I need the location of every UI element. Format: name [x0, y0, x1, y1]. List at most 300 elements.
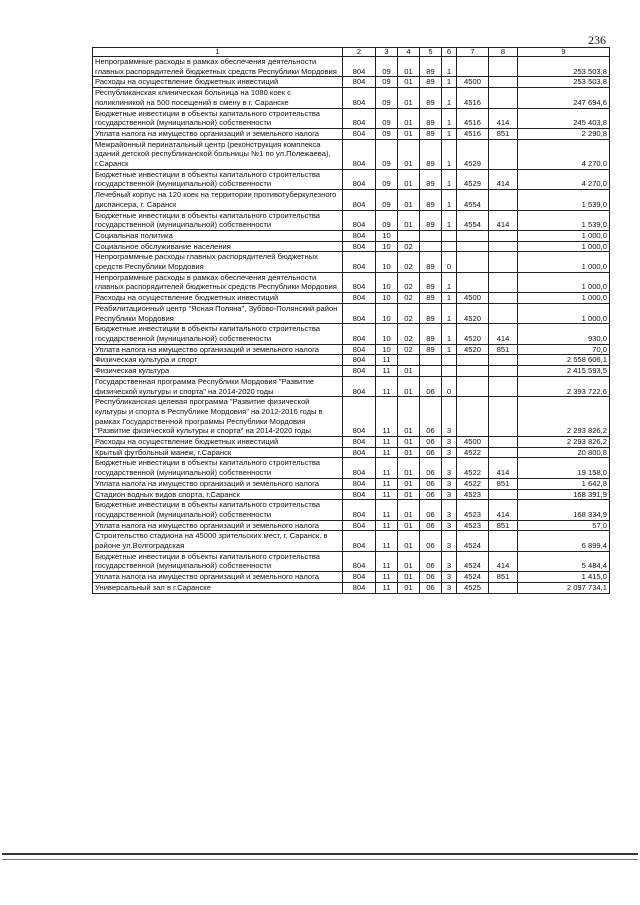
code-subprogram: 3	[442, 531, 457, 551]
code-section: 10	[376, 344, 398, 355]
code-subsection: 02	[398, 293, 420, 304]
table-row	[93, 57, 610, 77]
table-row	[93, 520, 610, 531]
code-expense-type: 414	[489, 458, 518, 478]
code-program: 89	[420, 210, 442, 230]
code-expense-type: 414	[489, 500, 518, 520]
code-target	[457, 57, 489, 77]
code-subprogram: 1	[442, 344, 457, 355]
code-subprogram: 1	[442, 169, 457, 189]
code-subprogram: 1	[442, 303, 457, 323]
code-target	[457, 272, 489, 292]
item-name: Республиканская клиническая больница на 1080 коек с поликлиникой на 500 посещений в смену в г. Саранске	[93, 88, 343, 108]
code-subprogram: 3	[442, 458, 457, 478]
code-grbs: 804	[343, 324, 376, 344]
code-program: 89	[420, 190, 442, 210]
amount: 5 484,4	[518, 551, 610, 571]
amount: 1 539,0	[518, 190, 610, 210]
code-grbs: 804	[343, 108, 376, 128]
table-row	[93, 366, 610, 377]
code-grbs: 804	[343, 520, 376, 531]
code-target	[457, 241, 489, 252]
code-program: 06	[420, 582, 442, 593]
amount: 168 391,9	[518, 489, 610, 500]
code-program	[420, 241, 442, 252]
item-name: Непрограммные расходы в рамках обеспечения деятельности главных распорядителей бюджетных средств Республики Мордовия	[93, 57, 343, 77]
table-row	[93, 582, 610, 593]
code-subprogram: 3	[442, 437, 457, 448]
code-grbs: 804	[343, 139, 376, 169]
code-subprogram: 1	[442, 139, 457, 169]
code-section: 10	[376, 252, 398, 272]
code-section: 11	[376, 376, 398, 396]
code-subprogram	[442, 355, 457, 366]
code-grbs: 804	[343, 397, 376, 437]
code-program: 06	[420, 437, 442, 448]
code-subsection: 02	[398, 303, 420, 323]
amount: 253 503,8	[518, 77, 610, 88]
code-subprogram: 1	[442, 108, 457, 128]
code-grbs: 804	[343, 303, 376, 323]
code-expense-type	[489, 252, 518, 272]
code-expense-type	[489, 241, 518, 252]
code-expense-type	[489, 293, 518, 304]
code-grbs: 804	[343, 478, 376, 489]
item-name: Расходы на осуществление бюджетных инвестиций	[93, 437, 343, 448]
code-subprogram: 1	[442, 190, 457, 210]
code-expense-type	[489, 57, 518, 77]
code-section: 09	[376, 57, 398, 77]
code-subsection: 02	[398, 272, 420, 292]
item-name: Универсальный зал в г.Саранске	[93, 582, 343, 593]
code-subsection: 01	[398, 458, 420, 478]
table-row	[93, 551, 610, 571]
code-target: 4523	[457, 520, 489, 531]
table-row	[93, 293, 610, 304]
column-header: 5	[420, 48, 442, 57]
code-subsection: 01	[398, 437, 420, 448]
amount: 1 000,0	[518, 272, 610, 292]
amount: 6 899,4	[518, 531, 610, 551]
code-grbs: 804	[343, 344, 376, 355]
code-target: 4522	[457, 458, 489, 478]
code-target: 4524	[457, 551, 489, 571]
code-program	[420, 355, 442, 366]
code-target	[457, 376, 489, 396]
code-subprogram: 3	[442, 551, 457, 571]
item-name: Крытый футбольный манеж, г.Саранск	[93, 447, 343, 458]
code-subsection: 01	[398, 447, 420, 458]
table-row	[93, 397, 610, 437]
code-subsection: 01	[398, 489, 420, 500]
code-subsection: 02	[398, 344, 420, 355]
code-program: 89	[420, 324, 442, 344]
code-subprogram	[442, 241, 457, 252]
amount: 1 000,0	[518, 293, 610, 304]
code-target	[457, 230, 489, 241]
code-program: 06	[420, 376, 442, 396]
code-section: 11	[376, 397, 398, 437]
code-expense-type	[489, 437, 518, 448]
item-name: Реабилитационный центр "Ясная Поляна", Зубово-Полянский район Республики Мордовия	[93, 303, 343, 323]
item-name: Бюджетные инвестиции в объекты капитального строительства государственной (муниципальной) собственности	[93, 169, 343, 189]
code-section: 11	[376, 478, 398, 489]
table-row	[93, 241, 610, 252]
amount: 1 539,0	[518, 210, 610, 230]
table-row	[93, 252, 610, 272]
code-program: 89	[420, 88, 442, 108]
code-program: 06	[420, 520, 442, 531]
item-name: Уплата налога на имущество организаций и земельного налога	[93, 344, 343, 355]
table-row	[93, 272, 610, 292]
code-section: 10	[376, 303, 398, 323]
code-subsection: 01	[398, 169, 420, 189]
bottom-rule-thin	[2, 859, 638, 860]
code-grbs: 804	[343, 376, 376, 396]
code-grbs: 804	[343, 241, 376, 252]
code-grbs: 804	[343, 437, 376, 448]
amount: 19 158,0	[518, 458, 610, 478]
code-section: 10	[376, 324, 398, 344]
amount: 2 097 734,1	[518, 582, 610, 593]
code-expense-type	[489, 582, 518, 593]
table-row	[93, 169, 610, 189]
table-row	[93, 77, 610, 88]
amount: 2 293 826,2	[518, 397, 610, 437]
item-name: Расходы на осуществление бюджетных инвестиций	[93, 77, 343, 88]
code-target: 4523	[457, 489, 489, 500]
code-expense-type	[489, 272, 518, 292]
page-number: 236	[588, 33, 606, 47]
code-section: 11	[376, 500, 398, 520]
code-target: 4500	[457, 437, 489, 448]
item-name: Бюджетные инвестиции в объекты капитального строительства государственной (муниципальной) собственности	[93, 324, 343, 344]
amount: 57,0	[518, 520, 610, 531]
budget-table	[92, 47, 610, 594]
code-program: 06	[420, 572, 442, 583]
code-subsection: 01	[398, 520, 420, 531]
code-grbs: 804	[343, 366, 376, 377]
table-row	[93, 531, 610, 551]
code-grbs: 804	[343, 293, 376, 304]
code-section: 11	[376, 582, 398, 593]
code-program: 89	[420, 252, 442, 272]
amount: 2 293 826,2	[518, 437, 610, 448]
code-expense-type: 414	[489, 210, 518, 230]
code-section: 11	[376, 355, 398, 366]
code-grbs: 804	[343, 582, 376, 593]
code-subsection: 01	[398, 57, 420, 77]
code-expense-type	[489, 531, 518, 551]
table-row	[93, 500, 610, 520]
code-target: 4520	[457, 303, 489, 323]
code-subprogram	[442, 366, 457, 377]
code-section: 11	[376, 551, 398, 571]
code-section: 10	[376, 272, 398, 292]
code-expense-type: 851	[489, 478, 518, 489]
code-expense-type	[489, 355, 518, 366]
code-program: 89	[420, 344, 442, 355]
amount: 2 558 606,1	[518, 355, 610, 366]
code-program: 06	[420, 397, 442, 437]
table-row	[93, 572, 610, 583]
code-subprogram: 1	[442, 88, 457, 108]
code-section: 11	[376, 572, 398, 583]
code-subsection: 02	[398, 252, 420, 272]
code-section: 11	[376, 458, 398, 478]
table-row	[93, 355, 610, 366]
code-subsection: 01	[398, 397, 420, 437]
code-target: 4529	[457, 139, 489, 169]
code-expense-type: 851	[489, 572, 518, 583]
code-grbs: 804	[343, 252, 376, 272]
code-target: 4523	[457, 500, 489, 520]
code-subprogram: 1	[442, 210, 457, 230]
column-header: 8	[489, 48, 518, 57]
code-program: 06	[420, 551, 442, 571]
code-section: 09	[376, 88, 398, 108]
table-row	[93, 230, 610, 241]
code-program	[420, 230, 442, 241]
code-program: 06	[420, 500, 442, 520]
amount: 4 270,0	[518, 169, 610, 189]
item-name: Бюджетные инвестиции в объекты капитального строительства государственной (муниципальной) собственности	[93, 210, 343, 230]
code-grbs: 804	[343, 489, 376, 500]
code-section: 09	[376, 77, 398, 88]
code-target	[457, 252, 489, 272]
table-row	[93, 303, 610, 323]
code-target: 4500	[457, 293, 489, 304]
code-target	[457, 397, 489, 437]
item-name: Уплата налога на имущество организаций и земельного налога	[93, 572, 343, 583]
code-expense-type: 414	[489, 108, 518, 128]
table-row	[93, 128, 610, 139]
code-section: 11	[376, 447, 398, 458]
code-program: 89	[420, 272, 442, 292]
amount: 1 000,0	[518, 252, 610, 272]
table-row	[93, 88, 610, 108]
amount: 1 000,0	[518, 303, 610, 323]
code-subprogram: 1	[442, 272, 457, 292]
code-subprogram: 3	[442, 520, 457, 531]
code-subsection: 01	[398, 366, 420, 377]
table-row	[93, 437, 610, 448]
item-name: Социальная политика	[93, 230, 343, 241]
header-row	[93, 48, 610, 57]
item-name: Бюджетные инвестиции в объекты капитального строительства государственной (муниципальной) собственности	[93, 500, 343, 520]
code-section: 10	[376, 230, 398, 241]
table-row	[93, 108, 610, 128]
column-header: 2	[343, 48, 376, 57]
code-grbs: 804	[343, 272, 376, 292]
code-subsection: 01	[398, 128, 420, 139]
code-target: 4516	[457, 128, 489, 139]
code-subsection: 02	[398, 324, 420, 344]
table-row	[93, 210, 610, 230]
code-expense-type	[489, 88, 518, 108]
code-target: 4520	[457, 324, 489, 344]
amount: 2 290,8	[518, 128, 610, 139]
code-expense-type	[489, 303, 518, 323]
code-subprogram: 3	[442, 582, 457, 593]
code-target: 4522	[457, 447, 489, 458]
table-row	[93, 447, 610, 458]
item-name: Республиканская целевая программа "Развитие физической культуры и спорта в Республике Мордовия" на 2012-2016 годы в рамках Государственной программы Республики Мордовия "Развитие физической культуры и спорта" на 2014-2020 годы	[93, 397, 343, 437]
amount: 930,0	[518, 324, 610, 344]
code-program: 89	[420, 139, 442, 169]
code-subprogram: 3	[442, 447, 457, 458]
code-grbs: 804	[343, 190, 376, 210]
item-name: Бюджетные инвестиции в объекты капитального строительства государственной (муниципальной) собственности	[93, 551, 343, 571]
code-grbs: 804	[343, 531, 376, 551]
code-section: 10	[376, 241, 398, 252]
code-program	[420, 366, 442, 377]
column-header: 6	[442, 48, 457, 57]
code-target: 4520	[457, 344, 489, 355]
code-grbs: 804	[343, 572, 376, 583]
code-subprogram: 1	[442, 77, 457, 88]
amount: 4 270,0	[518, 139, 610, 169]
code-target: 4522	[457, 478, 489, 489]
amount: 1 000,0	[518, 241, 610, 252]
table-row	[93, 344, 610, 355]
code-subprogram: 3	[442, 500, 457, 520]
item-name: Уплата налога на имущество организаций и земельного налога	[93, 520, 343, 531]
code-target: 4500	[457, 77, 489, 88]
item-name: Стадион водных видов спорта, г.Саранск	[93, 489, 343, 500]
code-subprogram: 1	[442, 324, 457, 344]
item-name: Уплата налога на имущество организаций и земельного налога	[93, 478, 343, 489]
amount: 1 642,8	[518, 478, 610, 489]
code-target: 4524	[457, 572, 489, 583]
code-grbs: 804	[343, 88, 376, 108]
code-grbs: 804	[343, 458, 376, 478]
code-expense-type	[489, 190, 518, 210]
code-subsection: 01	[398, 108, 420, 128]
code-target: 4525	[457, 582, 489, 593]
code-program: 06	[420, 447, 442, 458]
code-subprogram: 1	[442, 57, 457, 77]
table-body	[93, 57, 610, 594]
code-section: 11	[376, 531, 398, 551]
code-subprogram: 0	[442, 252, 457, 272]
code-target: 4554	[457, 210, 489, 230]
amount: 253 503,8	[518, 57, 610, 77]
code-target	[457, 355, 489, 366]
code-grbs: 804	[343, 500, 376, 520]
item-name: Межрайонный перинатальный центр (реконструкция комплекса зданий детской республиканской больницы №1 по ул.Полежаева), г.Саранск	[93, 139, 343, 169]
column-header: 7	[457, 48, 489, 57]
code-program: 89	[420, 77, 442, 88]
code-program: 89	[420, 108, 442, 128]
code-subsection: 01	[398, 190, 420, 210]
code-expense-type: 414	[489, 324, 518, 344]
amount: 1 415,0	[518, 572, 610, 583]
code-subsection: 01	[398, 531, 420, 551]
code-subsection: 02	[398, 241, 420, 252]
code-expense-type	[489, 447, 518, 458]
code-grbs: 804	[343, 210, 376, 230]
code-section: 11	[376, 366, 398, 377]
code-expense-type: 851	[489, 344, 518, 355]
code-section: 09	[376, 190, 398, 210]
amount: 20 800,8	[518, 447, 610, 458]
code-subsection	[398, 355, 420, 366]
code-section: 10	[376, 293, 398, 304]
code-expense-type	[489, 489, 518, 500]
code-expense-type	[489, 139, 518, 169]
code-section: 09	[376, 169, 398, 189]
code-subprogram: 3	[442, 572, 457, 583]
code-subprogram: 1	[442, 293, 457, 304]
code-grbs: 804	[343, 447, 376, 458]
table-row	[93, 190, 610, 210]
item-name: Уплата налога на имущество организаций и земельного налога	[93, 128, 343, 139]
column-header: 1	[93, 48, 343, 57]
code-expense-type: 414	[489, 169, 518, 189]
code-subsection: 01	[398, 376, 420, 396]
item-name: Расходы на осуществление бюджетных инвестиций	[93, 293, 343, 304]
code-target: 4554	[457, 190, 489, 210]
amount: 2 415 593,5	[518, 366, 610, 377]
code-expense-type	[489, 366, 518, 377]
code-section: 11	[376, 437, 398, 448]
item-name: Строительство стадиона на 45000 зрительских мест, г. Саранск, в районе ул.Волгоградская	[93, 531, 343, 551]
amount: 245 403,8	[518, 108, 610, 128]
code-grbs: 804	[343, 57, 376, 77]
code-program: 06	[420, 531, 442, 551]
code-section: 09	[376, 108, 398, 128]
column-header: 4	[398, 48, 420, 57]
code-subsection: 01	[398, 210, 420, 230]
code-subprogram	[442, 230, 457, 241]
code-program: 06	[420, 489, 442, 500]
code-expense-type	[489, 397, 518, 437]
amount: 168 334,9	[518, 500, 610, 520]
code-subprogram: 0	[442, 376, 457, 396]
table-row	[93, 376, 610, 396]
code-subsection: 01	[398, 551, 420, 571]
code-program: 89	[420, 293, 442, 304]
code-grbs: 804	[343, 355, 376, 366]
code-subsection: 01	[398, 582, 420, 593]
code-program: 89	[420, 128, 442, 139]
table-row	[93, 478, 610, 489]
code-program: 89	[420, 57, 442, 77]
item-name: Физическая культура	[93, 366, 343, 377]
code-grbs: 804	[343, 128, 376, 139]
table-row	[93, 489, 610, 500]
code-program: 06	[420, 478, 442, 489]
code-subsection: 01	[398, 572, 420, 583]
code-section: 09	[376, 139, 398, 169]
code-subsection	[398, 230, 420, 241]
code-subprogram: 3	[442, 397, 457, 437]
code-subsection: 01	[398, 139, 420, 169]
code-subsection: 01	[398, 88, 420, 108]
code-grbs: 804	[343, 169, 376, 189]
code-subsection: 01	[398, 478, 420, 489]
code-subsection: 01	[398, 500, 420, 520]
item-name: Бюджетные инвестиции в объекты капитального строительства государственной (муниципальной) собственности	[93, 458, 343, 478]
code-subprogram: 3	[442, 478, 457, 489]
bottom-rule	[2, 853, 638, 855]
code-section: 09	[376, 128, 398, 139]
item-name: Бюджетные инвестиции в объекты капитального строительства государственной (муниципальной) собственности	[93, 108, 343, 128]
code-program: 89	[420, 303, 442, 323]
column-header: 9	[518, 48, 610, 57]
item-name: Лечебный корпус на 120 коек на территории противотуберкулезного диспансера, г. Саранск	[93, 190, 343, 210]
